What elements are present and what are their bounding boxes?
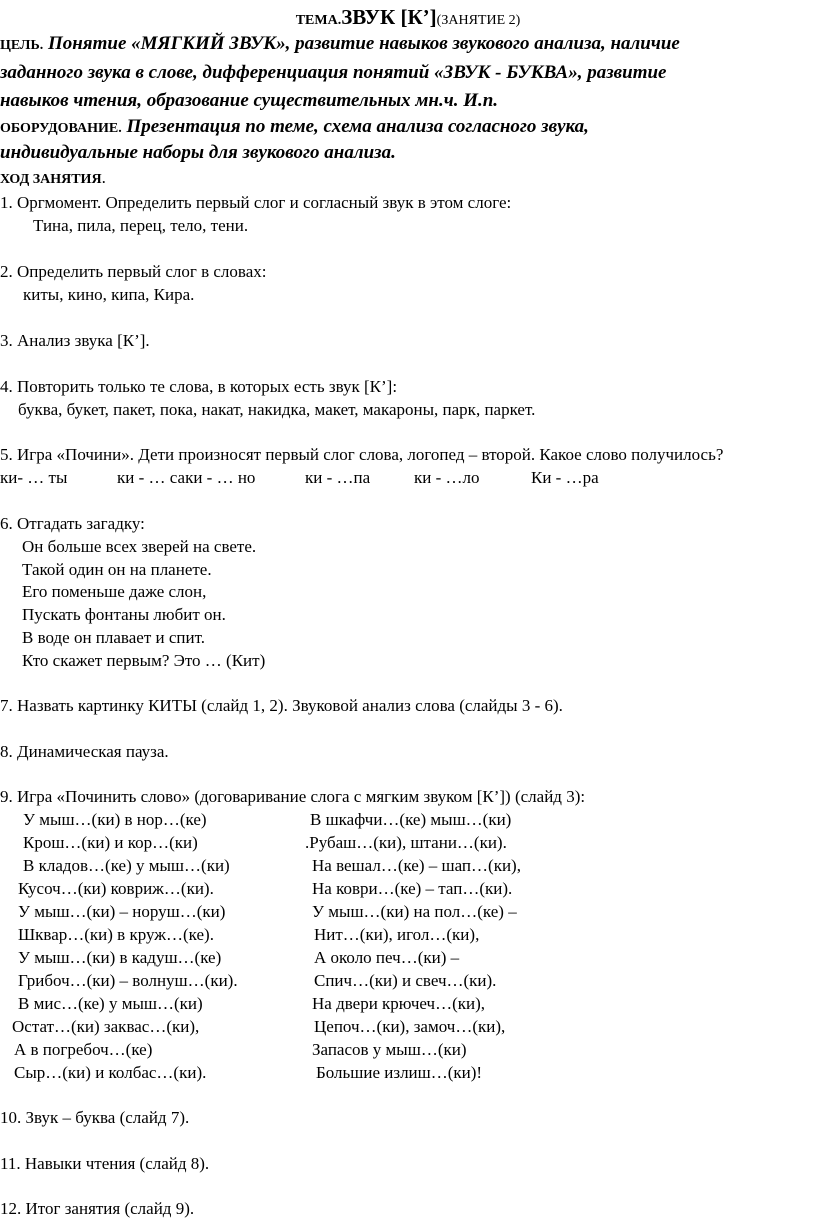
poem-right-line: Запасов у мыш…(ки) bbox=[312, 1040, 467, 1059]
step-5-item: ки - …па bbox=[305, 468, 371, 487]
progress-dot: . bbox=[101, 168, 106, 187]
step-6: 6. Отгадать загадку: bbox=[0, 514, 145, 533]
step-7: 7. Назвать картинку КИТЫ (слайд 1, 2). Звуковой анализ слова (слайды 3 - 6). bbox=[0, 696, 563, 715]
step-5-item: ки - … саки - … но bbox=[117, 468, 256, 487]
goal-label: ЦЕЛЬ. bbox=[0, 38, 44, 53]
riddle-line: В воде он плавает и спит. bbox=[22, 628, 205, 647]
poem-left-line: У мыш…(ки) – норуш…(ки) bbox=[18, 902, 226, 921]
riddle-line: Пускать фонтаны любит он. bbox=[22, 605, 226, 624]
title-prefix: ТЕМА. bbox=[295, 13, 342, 28]
riddle-line: Он больше всех зверей на свете. bbox=[22, 537, 257, 556]
step-9: 9. Игра «Починить слово» (договаривание слога с мягким звуком [К’]) (слайд 3): bbox=[0, 787, 586, 806]
equipment-text-2: индивидуальные наборы для звукового анализа. bbox=[0, 142, 396, 163]
riddle-line: Кто скажет первым? Это … (Кит) bbox=[22, 651, 266, 670]
step-3: 3. Анализ звука [К’]. bbox=[0, 331, 150, 350]
goal-text-2: заданного звука в слове, дифференциация понятий «ЗВУК - БУКВА», развитие bbox=[0, 62, 667, 83]
poem-right-line: На коври…(ке) – тап…(ки). bbox=[312, 879, 513, 898]
step-12: 12. Итог занятия (слайд 9). bbox=[0, 1199, 195, 1218]
poem-right-line: .Рубаш…(ки), штани…(ки). bbox=[305, 833, 507, 852]
poem-right-line: На двери крючеч…(ки), bbox=[312, 994, 486, 1013]
poem-left-line: Сыр…(ки) и колбас…(ки). bbox=[14, 1063, 207, 1082]
poem-left-line: А в погребоч…(ке) bbox=[14, 1040, 153, 1059]
goal-text-1: Понятие «МЯГКИЙ ЗВУК», развитие навыков звукового анализа, наличие bbox=[43, 33, 680, 54]
poem-left-line: В кладов…(ке) у мыш…(ки) bbox=[23, 856, 230, 875]
step-2: 2. Определить первый слог в словах: bbox=[0, 262, 267, 281]
step-2-words: киты, кино, кипа, Кира. bbox=[23, 285, 195, 304]
step-5: 5. Игра «Почини». Дети произносят первый слог слова, логопед – второй. Какое слово получилось? bbox=[0, 445, 724, 464]
step-8: 8. Динамическая пауза. bbox=[0, 742, 169, 761]
progress-heading bbox=[0, 168, 106, 190]
progress-label: ХОД ЗАНЯТИЯ bbox=[0, 172, 102, 187]
step-5-item: Ки - …ра bbox=[531, 468, 599, 487]
riddle-line: Его поменьше даже слон, bbox=[22, 582, 207, 601]
poem-left-line: Остат…(ки) заквас…(ки), bbox=[12, 1017, 200, 1036]
step-4-words: буква, букет, пакет, пока, накат, накидка, макет, макароны, парк, паркет. bbox=[18, 400, 536, 419]
title-main: ЗВУК [К’] bbox=[341, 5, 437, 29]
step-1: 1. Оргмомент. Определить первый слог и согласный звук в этом слоге: bbox=[0, 193, 512, 212]
step-11: 11. Навыки чтения (слайд 8). bbox=[0, 1154, 210, 1173]
poem-left-line: Кусоч…(ки) ковриж…(ки). bbox=[18, 879, 214, 898]
equipment-line-1 bbox=[0, 117, 589, 139]
poem-left-line: Шквар…(ки) в круж…(ке). bbox=[18, 925, 214, 944]
poem-left-line: Грибоч…(ки) – волнуш…(ки). bbox=[18, 971, 238, 990]
goal-line-1 bbox=[0, 34, 680, 56]
poem-right-line: А около печ…(ки) – bbox=[314, 948, 460, 967]
equipment-text-1: Презентация по теме, схема анализа согласного звука, bbox=[121, 116, 589, 137]
step-5-item: ки- … ты bbox=[0, 468, 68, 487]
step-10: 10. Звук – буква (слайд 7). bbox=[0, 1108, 190, 1127]
poem-right-line: В шкафчи…(ке) мыш…(ки) bbox=[310, 810, 512, 829]
step-5-item: ки - …ло bbox=[414, 468, 480, 487]
riddle-line: Такой один он на планете. bbox=[22, 560, 212, 579]
goal-text-3: навыков чтения, образование существительных мн.ч. И.п. bbox=[0, 90, 499, 111]
title-suffix: (ЗАНЯТИЕ 2) bbox=[436, 13, 521, 28]
poem-right-line: Большие излиш…(ки)! bbox=[316, 1063, 483, 1082]
poem-left-line: У мыш…(ки) в кадуш…(ке) bbox=[18, 948, 222, 967]
step-1-words: Тина, пила, перец, тело, тени. bbox=[33, 216, 249, 235]
page-title bbox=[0, 7, 816, 31]
step-4: 4. Повторить только те слова, в которых есть звук [К’]: bbox=[0, 377, 398, 396]
poem-right-line: У мыш…(ки) на пол…(ке) – bbox=[312, 902, 517, 921]
poem-right-line: Нит…(ки), игол…(ки), bbox=[314, 925, 480, 944]
poem-left-line: Крош…(ки) и кор…(ки) bbox=[23, 833, 198, 852]
equipment-label: ОБОРУДОВАНИЕ. bbox=[0, 121, 122, 136]
poem-right-line: На вешал…(ке) – шап…(ки), bbox=[312, 856, 521, 875]
poem-left-line: В мис…(ке) у мыш…(ки) bbox=[18, 994, 203, 1013]
poem-right-line: Цепоч…(ки), замоч…(ки), bbox=[314, 1017, 506, 1036]
poem-right-line: Спич…(ки) и свеч…(ки). bbox=[314, 971, 497, 990]
poem-left-line: У мыш…(ки) в нор…(ке) bbox=[23, 810, 207, 829]
